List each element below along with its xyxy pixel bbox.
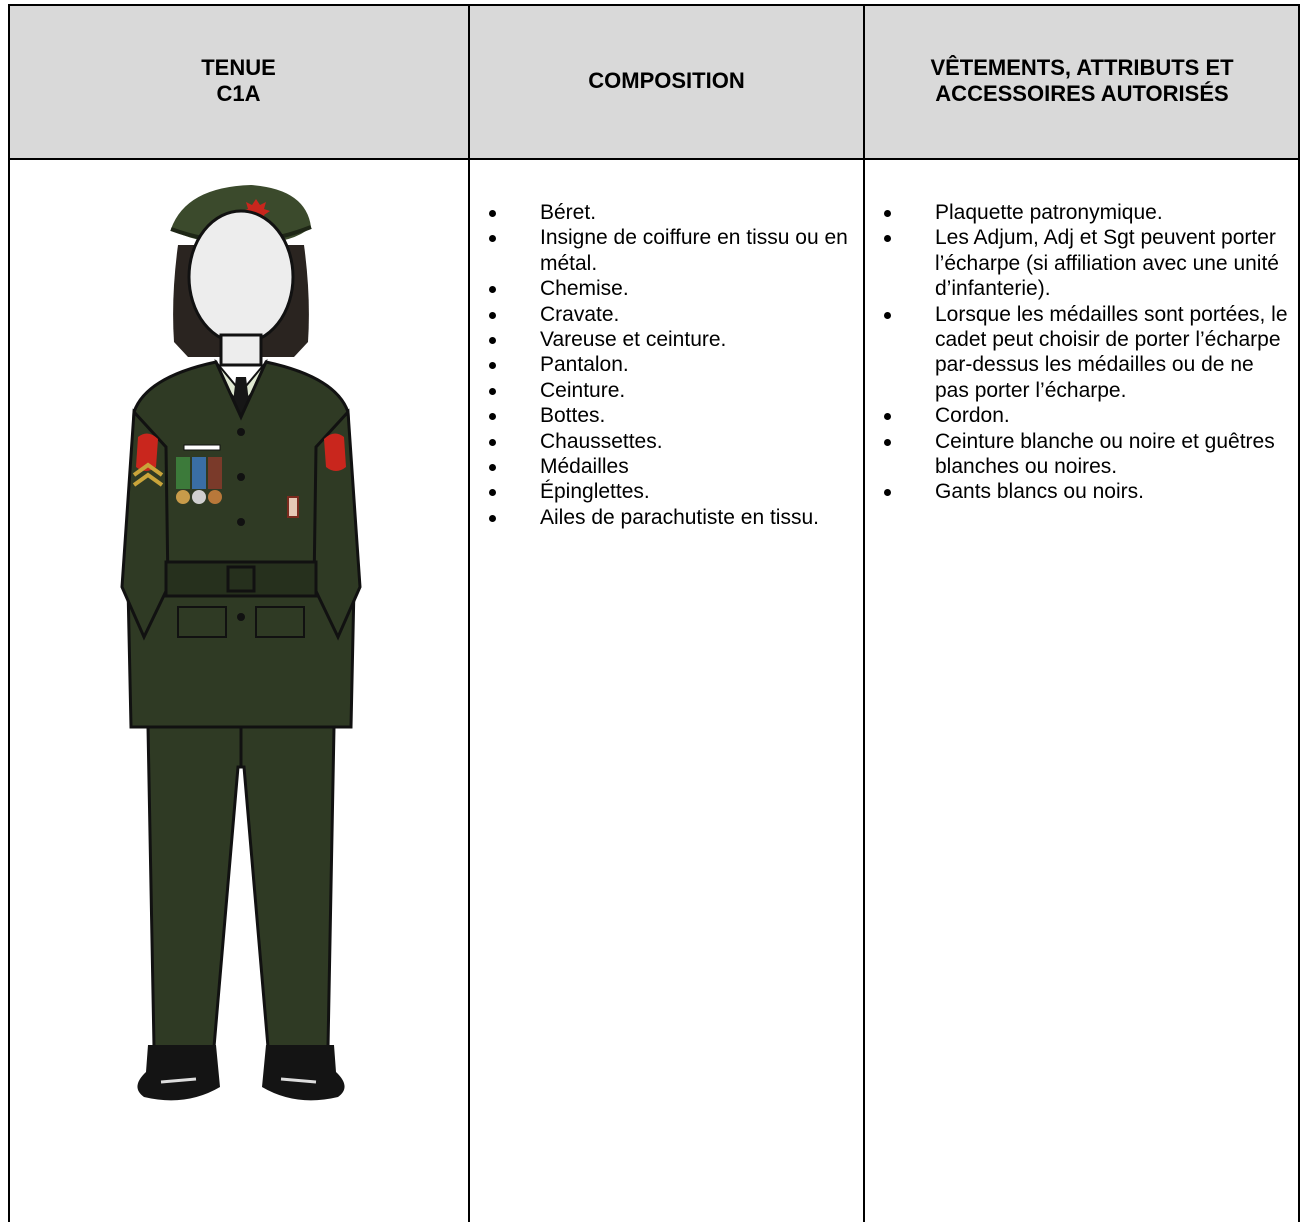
header-tenue — [8, 4, 469, 158]
list-item: Vareuse et ceinture. — [469, 327, 849, 352]
list-item: Plaquette patronymique. — [864, 200, 1292, 225]
header-tenue-line2: C1A — [216, 81, 261, 106]
header-composition — [469, 4, 864, 158]
list-item: Ceinture. — [469, 378, 849, 403]
list-item: Épinglettes. — [469, 479, 849, 504]
table-border-left — [8, 4, 10, 1222]
header-authorized — [864, 4, 1300, 158]
table-border-top — [8, 4, 1300, 6]
column-divider-2 — [863, 4, 865, 1222]
table-border-right — [1298, 4, 1300, 1222]
list-item: Chemise. — [469, 276, 849, 301]
cadet-uniform-figure-icon — [116, 167, 366, 1147]
list-item: Cordon. — [864, 403, 1292, 428]
list-item: Chaussettes. — [469, 429, 849, 454]
list-item: Insigne de coiffure en tissu ou en métal. — [469, 225, 849, 276]
header-tenue-line1: TENUE — [201, 55, 276, 80]
dress-table — [8, 4, 1300, 1222]
list-item: Médailles — [469, 454, 849, 479]
composition-list — [469, 200, 849, 530]
list-item: Gants blancs ou noirs. — [864, 479, 1292, 504]
list-item: Pantalon. — [469, 352, 849, 377]
list-item: Lorsque les médailles sont portées, le cadet peut choisir de porter l’écharpe par-dessus les médailles ou de ne pas porter l’écharpe. — [864, 302, 1292, 404]
list-item: Ceinture blanche ou noire et guêtres blanches ou noires. — [864, 429, 1292, 480]
header-composition-label: COMPOSITION — [588, 68, 745, 93]
column-divider-1 — [468, 4, 470, 1222]
header-authorized-line2: ACCESSOIRES AUTORISÉS — [935, 81, 1229, 106]
list-item: Ailes de parachutiste en tissu. — [469, 505, 849, 530]
authorized-list — [864, 200, 1292, 505]
list-item: Cravate. — [469, 302, 849, 327]
header-authorized-line1: VÊTEMENTS, ATTRIBUTS ET — [930, 55, 1234, 80]
list-item: Bottes. — [469, 403, 849, 428]
list-item: Les Adjum, Adj et Sgt peuvent porter l’écharpe (si affiliation avec une unité d’infanterie). — [864, 225, 1292, 301]
list-item: Béret. — [469, 200, 849, 225]
header-divider — [8, 158, 1300, 160]
